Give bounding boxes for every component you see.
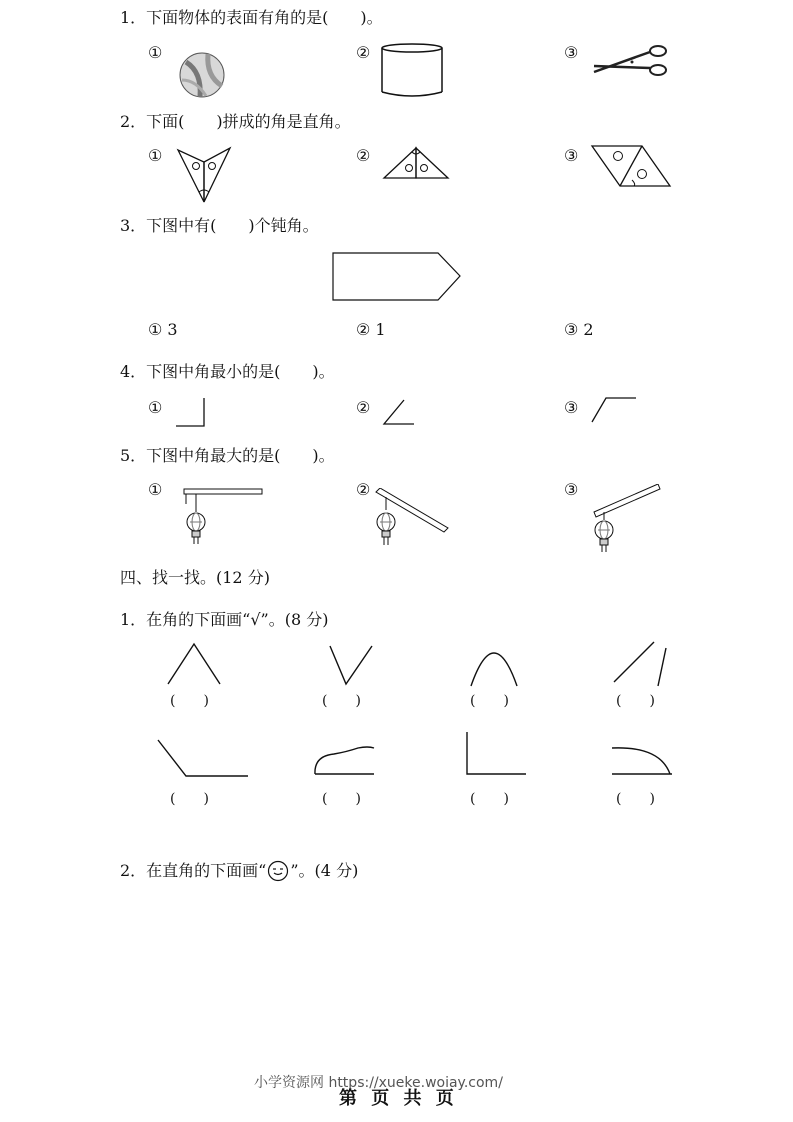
answer-blank-3[interactable]: ( ) <box>470 693 509 709</box>
q4-option-3-label: ③ <box>564 398 579 417</box>
q4-option-1-label: ① <box>148 398 163 417</box>
acute-angle-figure <box>382 398 416 426</box>
arc-shape-2 <box>610 744 674 778</box>
section-4-question-2-text-before: 2．在直角的下面画“ <box>120 861 267 880</box>
answer-blank-5[interactable]: ( ) <box>170 791 209 807</box>
cylinder-image <box>380 42 444 100</box>
pentagon-arrow-figure <box>332 252 462 302</box>
answer-blank-6[interactable]: ( ) <box>322 791 361 807</box>
curved-shape <box>312 744 376 776</box>
smiley-face-icon <box>267 860 289 882</box>
section-4-question-1-text: 1．在角的下面画“√”。(8 分) <box>120 610 329 629</box>
angle-shape-2 <box>328 644 374 688</box>
question-1-text: 1．下面物体的表面有角的是( )。 <box>120 8 383 27</box>
answer-blank-2[interactable]: ( ) <box>322 693 361 709</box>
angle-shape-3 <box>156 738 250 780</box>
triangles-figure-3 <box>590 144 672 188</box>
q3-option-1-label: ① 3 <box>148 320 178 339</box>
right-angle-shape <box>464 730 528 778</box>
q4-option-2-label: ② <box>356 398 371 417</box>
q2-option-3-label: ③ <box>564 146 579 165</box>
question-4-text: 4．下图中角最小的是( )。 <box>120 362 335 381</box>
footer-page-number: 第 页 共 页 <box>339 1088 458 1109</box>
section-4-question-2-text-after: ”。(4 分) <box>290 861 359 880</box>
obtuse-angle-figure <box>590 396 638 424</box>
lantern-pole-figure-1 <box>176 484 266 550</box>
lantern-pole-figure-2 <box>372 488 450 550</box>
answer-blank-7[interactable]: ( ) <box>470 791 509 807</box>
q5-option-3-label: ③ <box>564 480 579 499</box>
answer-blank-8[interactable]: ( ) <box>616 791 655 807</box>
q1-option-2-label: ② <box>356 43 371 62</box>
q1-option-1-label: ① <box>148 43 163 62</box>
question-3-text: 3．下图中有( )个钝角。 <box>120 216 319 235</box>
q3-option-3-label: ③ 2 <box>564 320 594 339</box>
q5-option-1-label: ① <box>148 480 163 499</box>
q2-option-1-label: ① <box>148 146 163 165</box>
footer-website-link[interactable]: 小学资源网 https://xueke.woiay.com/ <box>254 1075 503 1091</box>
q2-option-2-label: ② <box>356 146 371 165</box>
answer-blank-4[interactable]: ( ) <box>616 693 655 709</box>
scissors-image <box>592 44 670 78</box>
arc-shape-1 <box>468 644 520 688</box>
separate-lines-shape <box>612 640 672 690</box>
question-5-text: 5．下图中角最大的是( )。 <box>120 446 335 465</box>
answer-blank-1[interactable]: ( ) <box>170 693 209 709</box>
section-4-title: 四、找一找。(12 分) <box>120 568 270 587</box>
q3-option-2-label: ② 1 <box>356 320 386 339</box>
section-4-question-2-text <box>120 860 358 882</box>
right-angle-figure <box>174 396 208 428</box>
triangles-figure-2 <box>382 144 454 180</box>
q1-option-3-label: ③ <box>564 43 579 62</box>
question-2-text: 2．下面( )拼成的角是直角。 <box>120 112 351 131</box>
lantern-pole-figure-3 <box>588 484 662 554</box>
triangles-figure-1 <box>174 144 234 206</box>
beach-ball-image <box>176 50 228 100</box>
q5-option-2-label: ② <box>356 480 371 499</box>
angle-shape-1 <box>166 642 224 688</box>
